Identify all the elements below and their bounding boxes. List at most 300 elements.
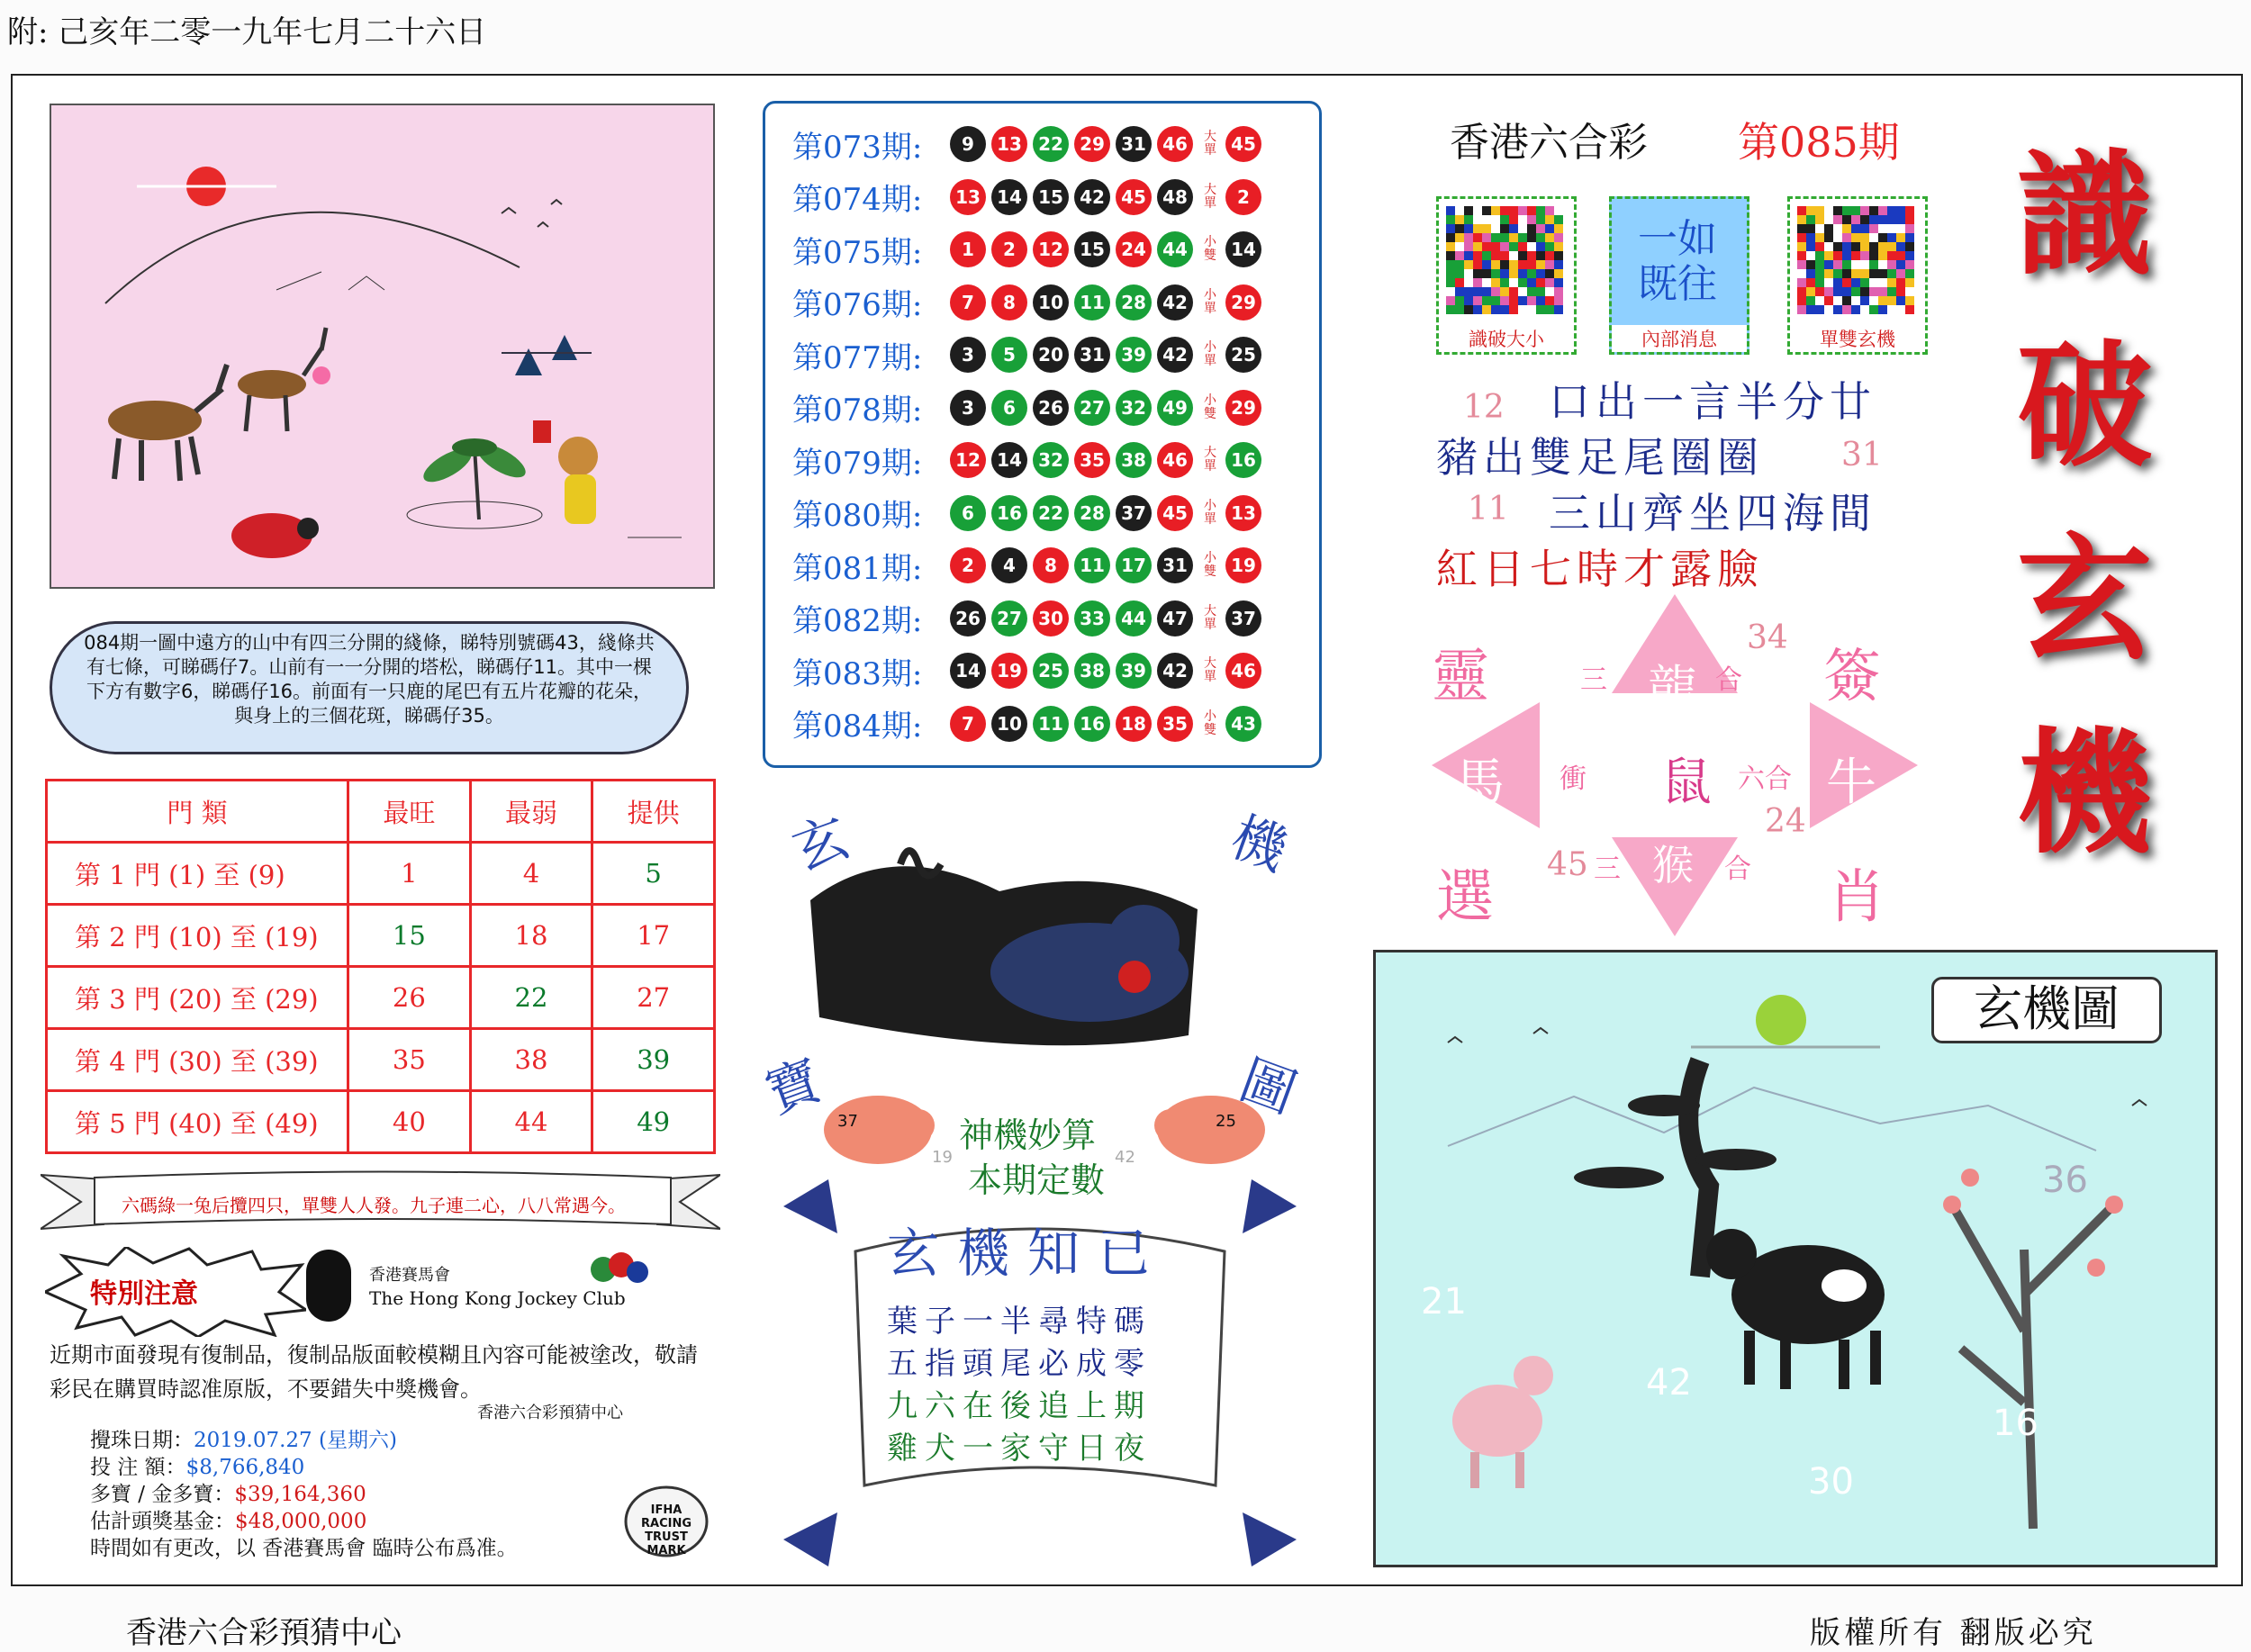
mosaic-cell [1455, 224, 1464, 233]
mosaic-cell [1446, 260, 1455, 269]
mosaic-cell [1482, 233, 1491, 242]
mosaic-cell [1824, 224, 1833, 233]
give-value: 27 [592, 967, 715, 1029]
size-parity-tag: 小單 [1204, 287, 1216, 316]
notice-label: 特別注意 [90, 1278, 198, 1310]
mosaic-cell [1851, 206, 1860, 215]
mosaic-cell [1887, 278, 1896, 287]
mosaic-cell [1878, 224, 1887, 233]
mosaic-cell [1527, 215, 1536, 224]
give-value: 17 [592, 905, 715, 967]
internal-news-text: 一如既往 [1638, 216, 1717, 307]
cold-value: 4 [470, 843, 592, 905]
mosaic-cell [1905, 224, 1914, 233]
lottery-title: 香港六合彩 [1450, 120, 1648, 166]
mosaic-cell [1536, 251, 1545, 260]
mosaic-cell [1491, 224, 1500, 233]
mosaic-cell [1509, 224, 1518, 233]
mosaic-cell [1464, 269, 1473, 278]
mosaic-cell [1878, 269, 1887, 278]
ribbon-text: 六碼綠一兔后攬四只，單雙人人發。九子連二心，八八常遇今。 [122, 1195, 626, 1216]
mosaic-cell [1500, 287, 1509, 296]
mosaic-cell [1887, 287, 1896, 296]
mosaic-cell [1860, 251, 1869, 260]
number-ball: 31 [1157, 547, 1193, 583]
special-ball: 46 [1225, 653, 1261, 689]
mosaic-cell [1887, 233, 1896, 242]
mosaic-cell [1509, 278, 1518, 287]
mosaic-cell [1860, 278, 1869, 287]
number-ball: 6 [991, 390, 1027, 426]
mosaic-cell [1824, 260, 1833, 269]
mosaic-cell [1815, 296, 1824, 305]
number-ball: 12 [1033, 231, 1069, 267]
mosaic-cell [1896, 206, 1905, 215]
mosaic-cell [1554, 206, 1563, 215]
draw-info [90, 1427, 518, 1562]
mosaic-cell [1455, 296, 1464, 305]
corner-char: 選 [1436, 864, 1494, 931]
mosaic-cell [1527, 260, 1536, 269]
mosaic-cell [1896, 278, 1905, 287]
table-row [47, 843, 715, 905]
mosaic-cell [1905, 260, 1914, 269]
banner-text: 本期定數 [968, 1160, 1106, 1200]
big-title-char: 破 [2017, 327, 2153, 485]
mosaic-cell [1833, 305, 1842, 314]
mosaic-cell [1554, 260, 1563, 269]
mosaic-cell [1491, 287, 1500, 296]
mosaic-cell [1455, 260, 1464, 269]
result-row [792, 332, 1267, 377]
hot-value: 26 [348, 967, 471, 1029]
mosaic-cell [1455, 215, 1464, 224]
number-ball: 38 [1116, 442, 1152, 478]
mosaic-cell [1851, 269, 1860, 278]
mosaic-cell [1464, 260, 1473, 269]
period-label: 第081期: [792, 550, 923, 587]
scroll-title: 玄機知已 [887, 1223, 1169, 1284]
zodiac-right: 牛 [1826, 754, 1876, 812]
mosaic-cell [1491, 269, 1500, 278]
mosaic-cell [1464, 215, 1473, 224]
mosaic-cell [1806, 305, 1815, 314]
picture-number: 16 [1993, 1403, 2039, 1444]
result-row [792, 227, 1267, 272]
mosaic-cell [1473, 287, 1482, 296]
size-parity-tag: 大單 [1204, 446, 1216, 474]
mosaic-cell [1473, 206, 1482, 215]
number-ball: 46 [1157, 126, 1193, 162]
mosaic-cell [1824, 269, 1833, 278]
mountain-line [105, 212, 520, 303]
size-parity-tag: 大單 [1204, 130, 1216, 158]
goat-icon [1452, 1356, 1553, 1488]
mosaic-cell [1473, 305, 1482, 314]
number-ball: 14 [991, 179, 1027, 215]
size-parity-tag: 小單 [1204, 340, 1216, 368]
mosaic-cell [1797, 251, 1806, 260]
mosaic-cell [1527, 296, 1536, 305]
mosaic-cell [1815, 233, 1824, 242]
mosaic-cell [1446, 251, 1455, 260]
mosaic-cell [1905, 215, 1914, 224]
hkjc-logo-icon [306, 1250, 351, 1322]
mosaic-cell [1824, 242, 1833, 251]
draw-date-label: 攪珠日期： [90, 1429, 194, 1452]
riddle-explanation: 084期一圖中遠方的山中有四三分開的綫條，睇特別號碼43，綫條共有七條，可睇碼仔7。山前有一一分開的塔松，睇碼仔11。其中一棵下方有數字6，睇碼仔16。前面有一只鹿的尾巴有五片花瓣的花朵，與身上的三個花斑，睇碼仔35。 [50, 621, 689, 754]
size-parity-tag: 小單 [1204, 498, 1216, 527]
mosaic-cell [1842, 224, 1851, 233]
mosaic-cell [1842, 251, 1851, 260]
special-ball: 29 [1225, 390, 1261, 426]
footer-left: 香港六合彩預猜中心 [126, 1615, 402, 1651]
number-ball: 13 [950, 179, 986, 215]
table-row [47, 1029, 715, 1091]
mosaic-cell [1896, 224, 1905, 233]
number-ball: 17 [1116, 547, 1152, 583]
mosaic-cell [1500, 278, 1509, 287]
mosaic-cell [1860, 287, 1869, 296]
picture-number: 42 [1646, 1362, 1692, 1404]
mosaic-cell [1518, 233, 1527, 242]
mosaic-cell [1536, 296, 1545, 305]
cold-value: 44 [470, 1091, 592, 1153]
number-ball: 14 [991, 442, 1027, 478]
mosaic-cell [1518, 251, 1527, 260]
est-amount: $48,000,000 [235, 1510, 367, 1533]
hkjc-name-en: The Hong Kong Jockey Club [369, 1287, 626, 1309]
number-ball: 16 [991, 495, 1027, 531]
pig-number: 42 [1115, 1148, 1135, 1167]
mosaic-cell [1869, 242, 1878, 251]
mosaic-cell [1509, 242, 1518, 251]
number-ball: 2 [950, 547, 986, 583]
mosaic-cell [1833, 260, 1842, 269]
size-parity-tag: 小雙 [1204, 393, 1216, 421]
monkey-icon [533, 420, 598, 524]
jackpot-amount: $39,164,360 [234, 1483, 366, 1506]
diagram-small: 合 [1724, 853, 1751, 885]
cold-value: 18 [470, 905, 592, 967]
mosaic-cell [1833, 233, 1842, 242]
number-ball: 25 [1033, 653, 1069, 689]
result-row [792, 438, 1267, 483]
number-ball: 10 [1033, 284, 1069, 320]
mosaic-cell [1815, 287, 1824, 296]
mosaic-cell [1509, 233, 1518, 242]
mosaic-cell [1518, 287, 1527, 296]
number-ball: 27 [991, 600, 1027, 636]
number-ball: 45 [1116, 179, 1152, 215]
period-label: 第073期: [792, 129, 923, 166]
poem-number: 31 [1841, 437, 1883, 474]
mosaic-cell [1869, 251, 1878, 260]
mosaic-cell [1554, 269, 1563, 278]
diagram-small: 三 [1594, 853, 1621, 885]
mosaic-cell [1860, 242, 1869, 251]
mosaic-cell [1878, 215, 1887, 224]
mosaic-cell [1860, 296, 1869, 305]
big-title-char: 玄 [2017, 520, 2153, 679]
mosaic-cell [1491, 251, 1500, 260]
mosaic-cell [1446, 296, 1455, 305]
mosaic-cell [1527, 287, 1536, 296]
table-row [47, 967, 715, 1029]
mosaic-cell [1887, 269, 1896, 278]
mosaic-cell [1473, 260, 1482, 269]
mosaic-cell [1527, 233, 1536, 242]
mosaic-cell [1869, 287, 1878, 296]
mosaic-cell [1797, 269, 1806, 278]
number-ball: 11 [1033, 706, 1069, 742]
mosaic-cell [1446, 242, 1455, 251]
bet-amount: $8,766,840 [185, 1456, 305, 1479]
mosaic-cell [1896, 215, 1905, 224]
mosaic-cell [1860, 224, 1869, 233]
mosaic-cell [1860, 233, 1869, 242]
special-ball: 2 [1225, 179, 1261, 215]
mosaic-cell [1860, 269, 1869, 278]
period-label: 第074期: [792, 182, 923, 218]
poem-line: 口出一言半分廿 [1549, 377, 1876, 426]
hot-value: 35 [348, 1029, 471, 1091]
mosaic-cell [1824, 278, 1833, 287]
special-ball: 19 [1225, 547, 1261, 583]
mosaic-cell [1536, 305, 1545, 314]
mosaic-cell [1869, 233, 1878, 242]
number-ball: 7 [950, 706, 986, 742]
number-ball: 24 [1116, 231, 1152, 267]
number-ball: 5 [991, 337, 1027, 373]
deer-icon [238, 328, 330, 431]
mosaic-cell [1806, 269, 1815, 278]
number-ball: 19 [991, 653, 1027, 689]
mosaic-cell [1491, 296, 1500, 305]
mosaic-cell [1500, 251, 1509, 260]
mosaic-cell [1842, 215, 1851, 224]
mosaic-cell [1824, 296, 1833, 305]
special-ball: 37 [1225, 600, 1261, 636]
mosaic-cell [1554, 215, 1563, 224]
number-ball: 32 [1033, 442, 1069, 478]
mosaic-cell [1491, 260, 1500, 269]
mosaic-cell [1518, 278, 1527, 287]
riddle-picture-drawing [51, 105, 713, 587]
mosaic-cell [1545, 305, 1554, 314]
mosaic-cell [1500, 215, 1509, 224]
number-ball: 9 [950, 126, 986, 162]
result-row [792, 385, 1267, 430]
scroll-poem-line: 葉子一半尋特碼 [887, 1304, 1152, 1340]
mosaic-cell [1833, 251, 1842, 260]
mosaic-cell [1509, 251, 1518, 260]
mosaic-cell [1824, 251, 1833, 260]
mosaic-cell [1833, 242, 1842, 251]
mosaic-cell [1473, 278, 1482, 287]
mosaic-cell [1527, 251, 1536, 260]
mosaic-cell [1833, 278, 1842, 287]
hkjc-name-cn: 香港賽馬會 [369, 1266, 450, 1285]
mosaic-cell [1536, 242, 1545, 251]
mosaic-cell [1482, 269, 1491, 278]
mosaic-cell [1509, 215, 1518, 224]
mosaic-cell [1806, 206, 1815, 215]
scroll-poem-line: 雞犬一家守日夜 [887, 1431, 1152, 1467]
mosaic-cell [1491, 242, 1500, 251]
mosaic-cell [1554, 242, 1563, 251]
mosaic-cell [1464, 278, 1473, 287]
mosaic-cell [1851, 215, 1860, 224]
result-row [792, 175, 1267, 220]
mosaic-cell [1527, 269, 1536, 278]
number-ball: 28 [1116, 284, 1152, 320]
special-ball: 43 [1225, 706, 1261, 742]
mosaic-cell [1824, 206, 1833, 215]
number-ball: 47 [1157, 600, 1193, 636]
mosaic-cell [1896, 233, 1905, 242]
mosaic-cell [1500, 206, 1509, 215]
picture-number: 30 [1808, 1461, 1854, 1503]
mosaic-cell [1455, 233, 1464, 242]
mosaic-cell [1806, 242, 1815, 251]
mosaic-cell [1851, 224, 1860, 233]
number-ball: 33 [1074, 600, 1110, 636]
mosaic-cell [1815, 215, 1824, 224]
number-ball: 22 [1033, 126, 1069, 162]
mosaic-cell [1545, 278, 1554, 287]
mosaic-cell [1842, 260, 1851, 269]
mosaic-cell [1824, 233, 1833, 242]
mosaic-cell [1455, 287, 1464, 296]
mosaic-cell [1833, 206, 1842, 215]
number-ball: 39 [1116, 337, 1152, 373]
mosaic-cell [1905, 251, 1914, 260]
number-ball: 42 [1157, 337, 1193, 373]
mosaic-cell [1851, 287, 1860, 296]
mosaic-cell [1878, 305, 1887, 314]
date-line: 附: 己亥年二零一九年七月二十六日 [7, 14, 487, 50]
mosaic-cell [1878, 287, 1887, 296]
diagram-small: 合 [1715, 664, 1742, 696]
mosaic-cell [1842, 278, 1851, 287]
sun-icon [1756, 995, 1806, 1045]
number-ball: 42 [1157, 653, 1193, 689]
mosaic-cell [1797, 206, 1806, 215]
gate-label: 第 3 門 (20) 至 (29) [47, 967, 348, 1029]
mosaic-cell [1500, 224, 1509, 233]
number-ball: 26 [950, 600, 986, 636]
mosaic-cell [1878, 260, 1887, 269]
mosaic-cell [1473, 269, 1482, 278]
mosaic-cell [1464, 242, 1473, 251]
mosaic-cell [1833, 287, 1842, 296]
poem-line: 豬出雙足尾圈圈 [1436, 433, 1764, 482]
number-ball: 15 [1033, 179, 1069, 215]
result-row [792, 648, 1267, 693]
mosaic-cell [1797, 233, 1806, 242]
plum-tree-icon [1943, 1169, 2123, 1529]
zodiac-top: 龍 [1648, 661, 1698, 719]
number-ball: 46 [1157, 442, 1193, 478]
number-ball: 31 [1116, 126, 1152, 162]
mosaic-cell [1806, 260, 1815, 269]
period-label: 第079期: [792, 445, 923, 482]
mosaic-cell [1491, 233, 1500, 242]
mosaic-cell [1464, 224, 1473, 233]
mosaic-cell [1500, 296, 1509, 305]
number-ball: 1 [950, 231, 986, 267]
mosaic-cell [1455, 242, 1464, 251]
mosaic-cell [1473, 224, 1482, 233]
number-ball: 44 [1116, 600, 1152, 636]
mosaic-cell [1878, 233, 1887, 242]
mosaic-cell [1896, 296, 1905, 305]
size-parity-tag: 大單 [1204, 603, 1216, 632]
corner-char: 玄 [784, 805, 857, 883]
mosaic-cell [1545, 215, 1554, 224]
number-ball: 16 [1074, 706, 1110, 742]
mosaic-cell [1842, 305, 1851, 314]
mosaic-cell [1797, 305, 1806, 314]
mosaic-cell [1464, 287, 1473, 296]
mosaic-cell [1905, 305, 1914, 314]
mosaic-cell [1446, 233, 1455, 242]
corner-char: 寶 [757, 1048, 830, 1126]
mosaic-image [1797, 206, 1914, 314]
hot-value: 1 [348, 843, 471, 905]
result-row [792, 596, 1267, 641]
mystery-picture-label: 玄機圖 [1931, 977, 2162, 1043]
special-ball: 16 [1225, 442, 1261, 478]
diagram-number: 45 [1547, 846, 1588, 883]
mosaic-cell [1482, 251, 1491, 260]
number-ball: 7 [950, 284, 986, 320]
scroll-poem-line: 五指頭尾必成零 [887, 1346, 1152, 1382]
mosaic-cell [1500, 260, 1509, 269]
mosaic-cell [1527, 224, 1536, 233]
period-label: 第078期: [792, 393, 923, 429]
mosaic-cell [1887, 215, 1896, 224]
cold-value: 22 [470, 967, 592, 1029]
mosaic-cell [1482, 260, 1491, 269]
number-ball: 13 [991, 126, 1027, 162]
mosaic-cell [1491, 278, 1500, 287]
mosaic-cell [1887, 224, 1896, 233]
mosaic-cell [1464, 305, 1473, 314]
mosaic-cell [1455, 251, 1464, 260]
poem-line: 紅日七時才露臉 [1436, 545, 1764, 593]
boar-icon [231, 513, 319, 558]
mosaic-cell [1482, 242, 1491, 251]
mosaic-cell [1824, 215, 1833, 224]
number-ball: 39 [1116, 653, 1152, 689]
mosaic-cell [1473, 242, 1482, 251]
mosaic-cell [1509, 260, 1518, 269]
mosaic-cell [1473, 215, 1482, 224]
mosaic-cell [1536, 260, 1545, 269]
mosaic-cell [1545, 224, 1554, 233]
mosaic-cell [1833, 224, 1842, 233]
internal-news-box [1609, 196, 1749, 355]
mosaic-cell [1473, 296, 1482, 305]
mosaic-cell [1455, 269, 1464, 278]
mosaic-cell [1842, 287, 1851, 296]
mosaic-cell [1518, 296, 1527, 305]
zodiac-center: 鼠 [1661, 754, 1712, 812]
corner-char: 簽 [1823, 644, 1881, 710]
mosaic-cell [1797, 215, 1806, 224]
